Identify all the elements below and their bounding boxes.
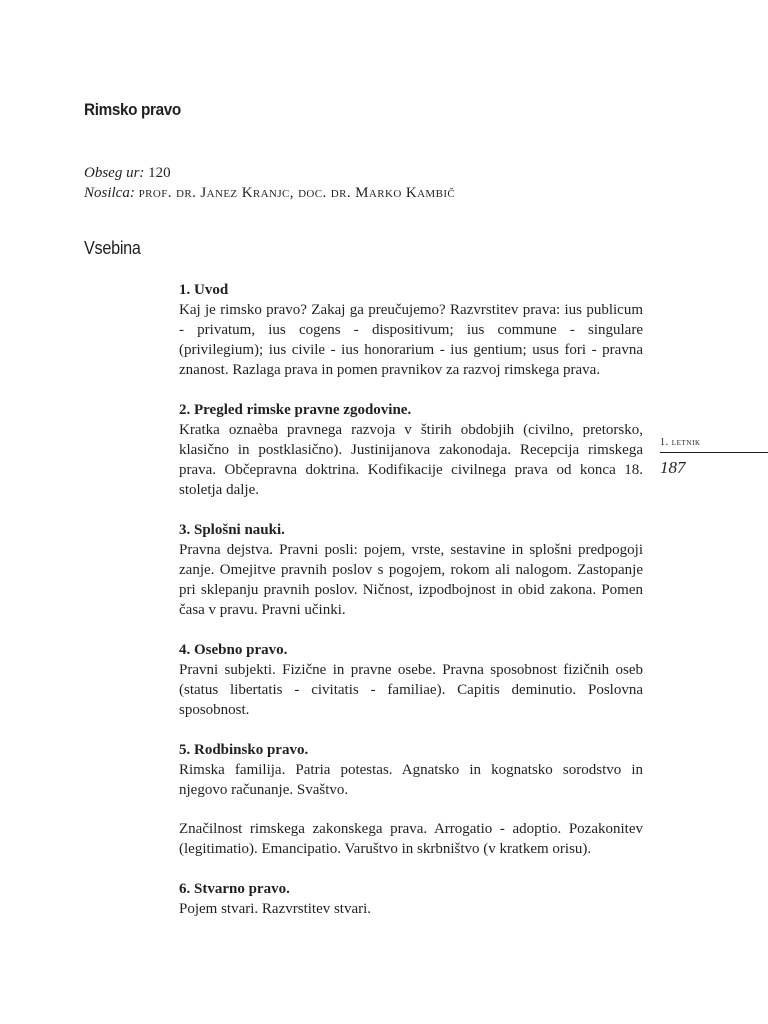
topic-title: 5. Rodbinsko pravo. (179, 742, 309, 758)
sidebar-rule (660, 452, 768, 453)
topic-intro (179, 280, 643, 380)
topic-title: 4. Osebno pravo. (179, 642, 288, 658)
topic-title: 1. Uvod (179, 282, 229, 298)
topic-title: 6. Stvarno pravo. (179, 881, 290, 897)
scope-value: 120 (148, 165, 171, 181)
topic-history (179, 400, 643, 500)
topic-title: 2. Pregled rimske pravne zgodovine. (179, 402, 412, 418)
topic-body (179, 420, 643, 500)
section-heading: Vsebina (84, 238, 141, 258)
topic-body (179, 760, 643, 859)
topic-paragraph: Značilnost rimskega zakonskega prava. Arrogatio - adoptio. Pozakonitev (legitimatio). Emancipatio. Varuštvo in skrbništvo (v kratkem orisu). (179, 821, 643, 857)
topic-title: 3. Splošni nauki. (179, 522, 285, 538)
topic-body (179, 660, 643, 720)
topic-paragraph: Pravni subjekti. Fizične in pravne osebe. Pravna sposobnost fizičnih oseb (status libertatis - civitatis - familiae). Capitis deminutio. Poslovna sposobnost. (179, 662, 643, 718)
topic-property (179, 879, 643, 919)
topic-paragraph: Pravna dejstva. Pravni posli: pojem, vrste, sestavine in splošni predpogoji zanje. Omejitve pravnih poslov s pogojem, rokom ali nalogom. Zastopanje pri sklepanju pravnih poslov. Ničnost, izpodbojnost in obid zakona. Pomen časa v pravu. Pravni učinki. (179, 542, 643, 618)
topic-general (179, 520, 643, 620)
holders-label: Nosilca: (84, 185, 135, 201)
topic-body (179, 300, 643, 380)
page-title: Rimsko pravo (84, 100, 181, 119)
page-sidebar (660, 436, 768, 478)
course-meta (84, 163, 455, 203)
year-label: 1. letnik (660, 437, 701, 448)
topic-list (179, 280, 643, 939)
scope-label: Obseg ur: (84, 165, 145, 181)
topic-paragraph: Pojem stvari. Razvrstitev stvari. (179, 901, 372, 917)
topic-paragraph: Rimska familija. Patria potestas. Agnatsko in kognatsko sorodstvo in njegovo računanje. Svaštvo. (179, 762, 643, 798)
topic-body (179, 540, 643, 620)
holders-value: prof. dr. Janez Kranjc, doc. dr. Marko Kambič (138, 185, 456, 201)
topic-persons (179, 640, 643, 720)
page-number: 187 (660, 458, 686, 477)
holders-line (84, 183, 455, 203)
topic-family (179, 740, 643, 859)
topic-body (179, 899, 643, 919)
scope-line (84, 163, 455, 183)
topic-paragraph: Kaj je rimsko pravo? Zakaj ga preučujemo? Razvrstitev prava: ius publicum - privatum, ius cogens - dispositivum; ius commune - singulare (privilegium); ius civile - ius honorarium - ius gentium; usus fori - pravna znanost. Razlaga prava in pomen pravnikov za razvoj rimskega prava. (179, 302, 643, 378)
topic-paragraph: Kratka oznaèba pravnega razvoja v štirih obdobjih (civilno, pretorsko, klasično in postklasično). Justinijanova zakonodaja. Recepcija rimskega prava. Občepravna doktrina. Kodifikacije civilnega prava od konca 18. stoletja dalje. (179, 422, 643, 498)
